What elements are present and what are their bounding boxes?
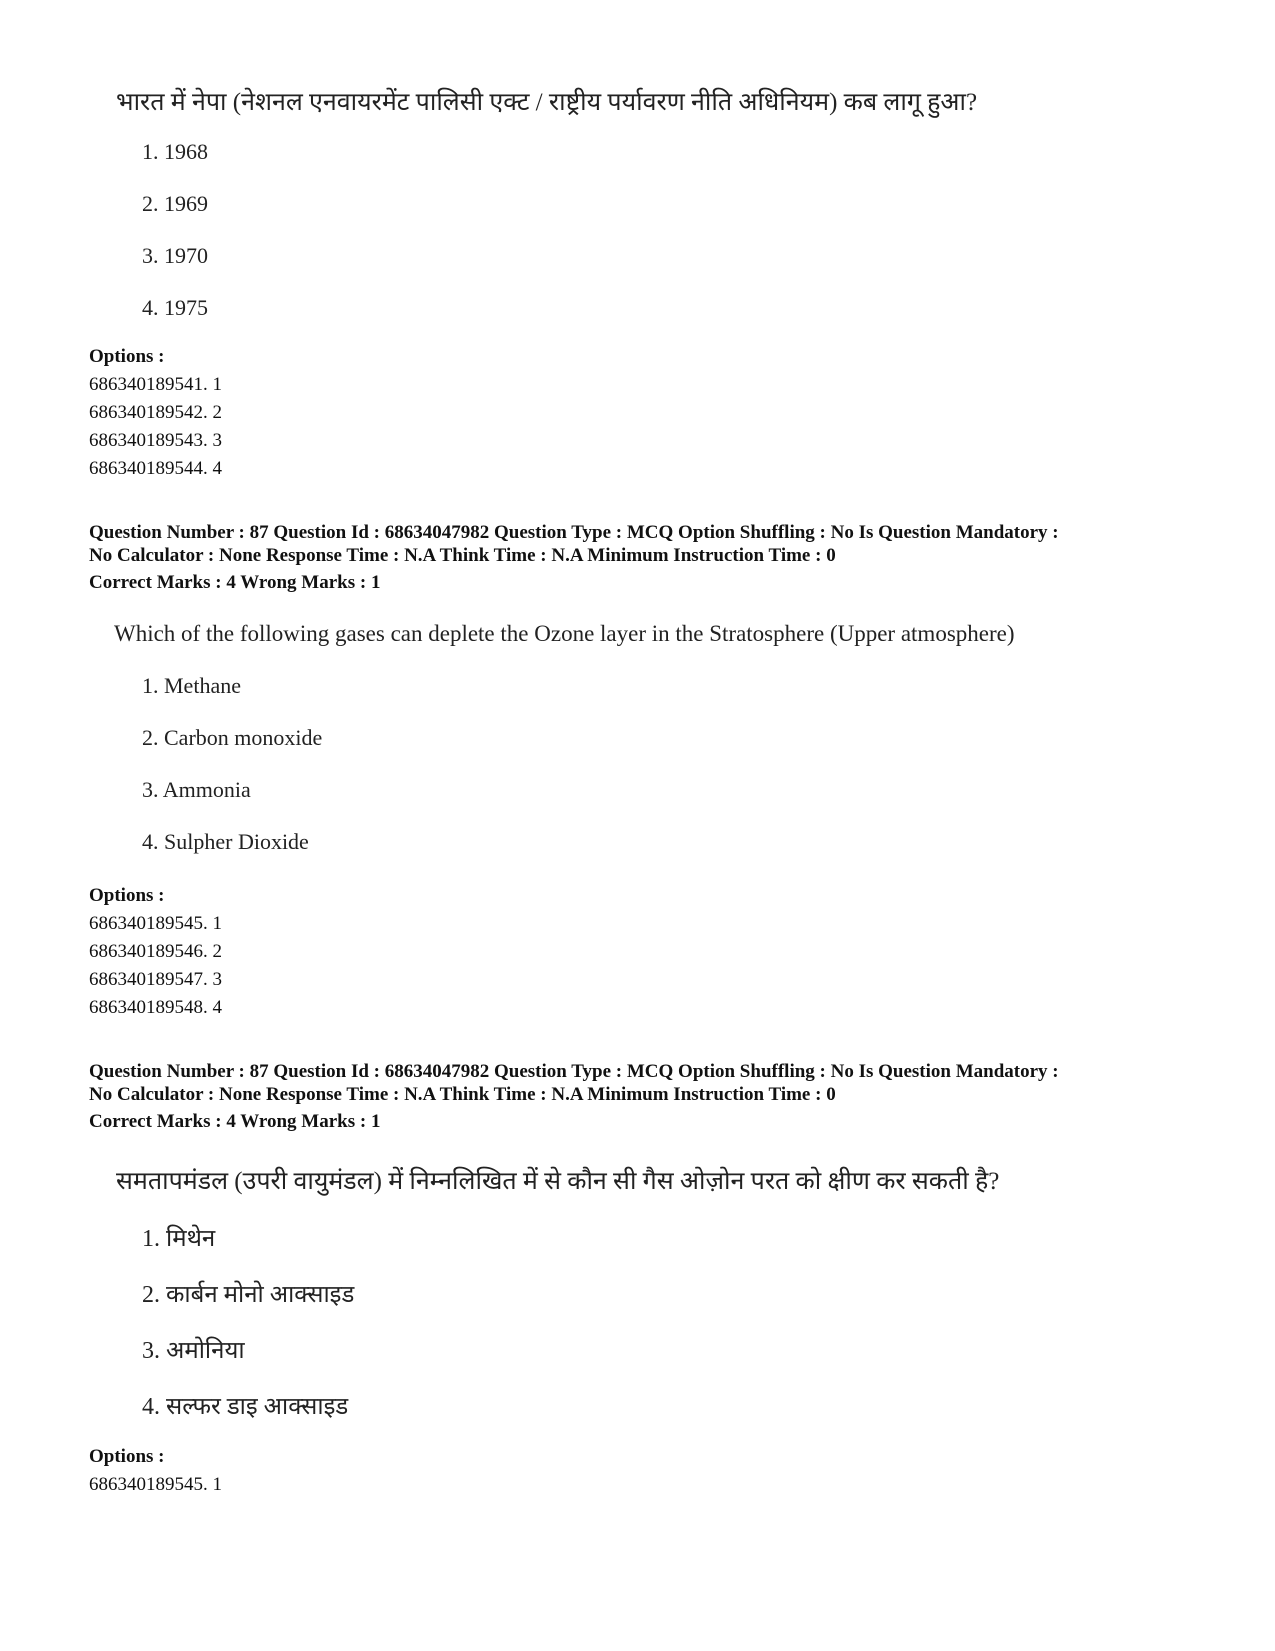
question-marks: Correct Marks : 4 Wrong Marks : 1	[89, 1111, 381, 1132]
option-id-line: 686340189542. 2	[89, 402, 222, 423]
options-label: Options :	[89, 346, 165, 367]
choice-1: 1. Methane	[142, 673, 241, 698]
option-id-line: 686340189547. 3	[89, 969, 222, 990]
question-meta-line1: Question Number : 87 Question Id : 68634047982 Question Type : MCQ Option Shuffling : No Is Question Mandatory :	[89, 1061, 1059, 1082]
question-meta-line2: No Calculator : None Response Time : N.A Think Time : N.A Minimum Instruction Time : 0	[89, 1084, 836, 1105]
question-text-english-ozone: Which of the following gases can deplete the Ozone layer in the Stratosphere (Upper atmosphere)	[114, 621, 1015, 646]
choice-3: 3. Ammonia	[142, 777, 251, 802]
options-label: Options :	[89, 885, 165, 906]
option-id-line: 686340189544. 4	[89, 458, 222, 479]
option-id-line: 686340189541. 1	[89, 374, 222, 395]
choice-3: 3. अमोनिया	[142, 1338, 245, 1364]
choice-4: 4. सल्फर डाइ आक्साइड	[142, 1394, 349, 1420]
choice-2: 2. 1969	[142, 191, 208, 216]
choice-4: 4. 1975	[142, 295, 208, 320]
option-id-line: 686340189545. 1	[89, 913, 222, 934]
question-meta-line1: Question Number : 87 Question Id : 68634047982 Question Type : MCQ Option Shuffling : No Is Question Mandatory :	[89, 522, 1059, 543]
option-id-line: 686340189546. 2	[89, 941, 222, 962]
question-marks: Correct Marks : 4 Wrong Marks : 1	[89, 572, 381, 593]
question-text-hindi-nepa: भारत में नेपा (नेशनल एनवायरमेंट पालिसी एक्ट / राष्ट्रीय पर्यावरण नीति अधिनियम) कब लागू हुआ?	[116, 89, 978, 116]
question-meta-line2: No Calculator : None Response Time : N.A Think Time : N.A Minimum Instruction Time : 0	[89, 545, 836, 566]
question-text-hindi-ozone: समतापमंडल (उपरी वायुमंडल) में निम्नलिखित में से कौन सी गैस ओज़ोन परत को क्षीण कर सकती है?	[116, 1168, 1000, 1195]
choice-2: 2. Carbon monoxide	[142, 725, 323, 750]
option-id-line: 686340189545. 1	[89, 1474, 222, 1495]
option-id-line: 686340189543. 3	[89, 430, 222, 451]
choice-1: 1. 1968	[142, 139, 208, 164]
choice-3: 3. 1970	[142, 243, 208, 268]
choice-2: 2. कार्बन मोनो आक्साइड	[142, 1282, 355, 1308]
option-id-line: 686340189548. 4	[89, 997, 222, 1018]
choice-1: 1. मिथेन	[142, 1226, 216, 1252]
choice-4: 4. Sulpher Dioxide	[142, 829, 309, 854]
options-label: Options :	[89, 1446, 165, 1467]
